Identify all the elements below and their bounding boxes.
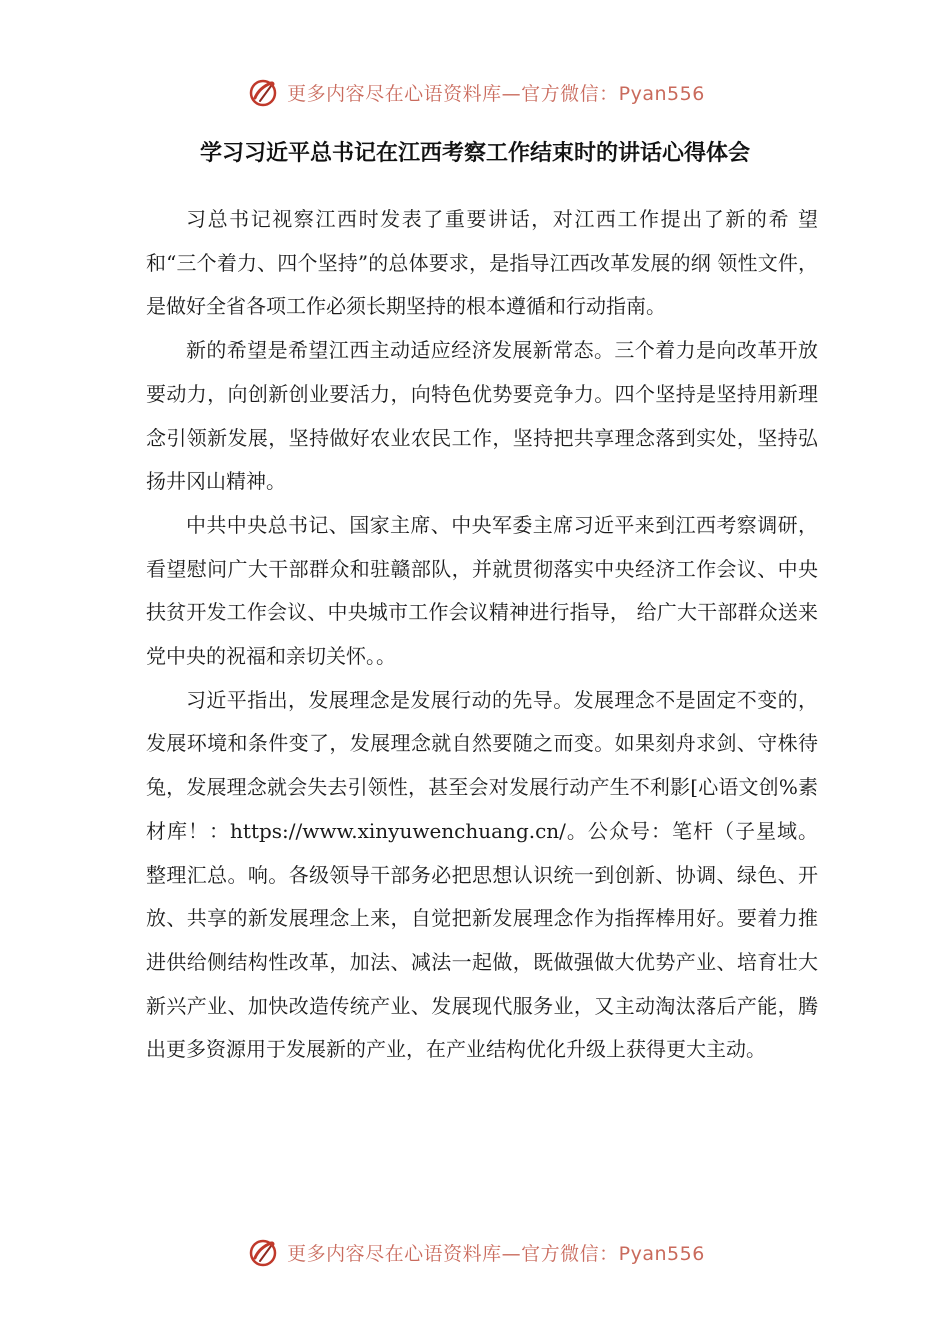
document-title: 学习习近平总书记在江西考察工作结束时的讲话心得体会: [199, 141, 750, 166]
xinyu-logo-icon: [245, 74, 281, 110]
document-body: [146, 198, 818, 1072]
xinyu-logo-icon: [245, 1234, 281, 1270]
paragraph-4: 习近平指出，发展理念是发展行动的先导。发展理念不是固定不变的，发展环境和条件变了，发展理念就自然要随之而变。如果刻舟求剑、守株待兔，发展理念就会失去引领性，甚至会对发展行动产生不利影[心语文创%素材库！：https://www.xinyuwenchuang.cn/。公众号：笔杆（子星域。整理汇总。响。各级领导干部务必把思想认识统一到创新、协调、绿色、开放、共享的新发展理念上来，自觉把新发展理念作为指挥棒用好。要着力推进供给侧结构性改革，加法、减法一起做，既做强做大优势产业、培育壮大新兴产业、加快改造传统产业、发展现代服务业，又主动淘汰落后产能，腾出更多资源用于发展新的产业，在产业结构优化升级上获得更大主动。: [146, 687, 818, 1062]
footer-banner-text: 更多内容尽在心语资料库—官方微信：Pyan556: [287, 1242, 705, 1265]
paragraph-3: 中共中央总书记、国家主席、中央军委主席习近平来到江西考察调研，看望慰问广大干部群众和驻赣部队，并就贯彻落实中央经济工作会议、中央扶贫开发工作会议、中央城市工作会议精神进行指导， 给广大干部群众送来党中央的祝福和亲切关怀。。: [146, 512, 818, 669]
header-banner-text: 更多内容尽在心语资料库—官方微信：Pyan556: [287, 82, 705, 105]
paragraph-1: 习总书记视察江西时发表了重要讲话，对江西工作提出了新的希 望和“三个着力、四个坚持”的总体要求，是指导江西改革发展的纲 领性文件，是做好全省各项工作必须长期坚持的根本遵循和行动指南。: [146, 207, 818, 319]
header-banner: [0, 72, 950, 112]
wechat-id: Pyan556: [618, 1242, 705, 1265]
footer-banner: [0, 1232, 950, 1272]
wechat-id: Pyan556: [618, 82, 705, 105]
paragraph-2: 新的希望是希望江西主动适应经济发展新常态。三个着力是向改革开放要动力，向创新创业要活力，向特色优势要竞争力。四个坚持是坚持用新理念引领新发展，坚持做好农业农民工作，坚持把共享理念落到实处，坚持弘扬井冈山精神。: [146, 338, 818, 494]
